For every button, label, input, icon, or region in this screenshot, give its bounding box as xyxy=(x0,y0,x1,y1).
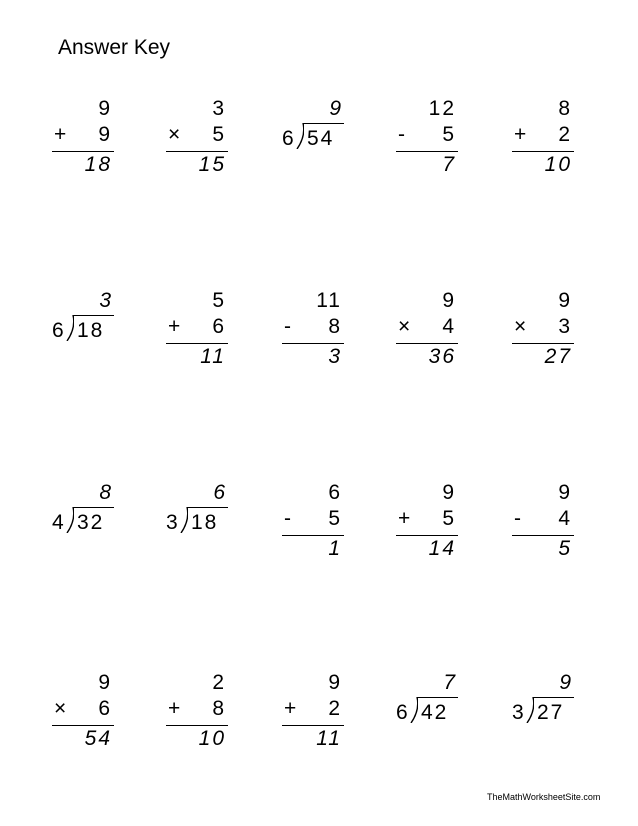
answer: 36 xyxy=(428,345,456,368)
division-bracket xyxy=(526,697,534,723)
operator-sign: + xyxy=(168,697,181,720)
vertical-problem xyxy=(282,670,362,760)
page-title: Answer Key xyxy=(58,36,171,59)
division-bracket xyxy=(66,315,74,341)
bottom-operand: 6 xyxy=(212,315,226,338)
dividend: 18 xyxy=(77,319,105,342)
vertical-problem xyxy=(52,96,132,186)
top-operand: 9 xyxy=(328,671,342,694)
bottom-operand: 9 xyxy=(98,123,112,146)
bottom-operand: 5 xyxy=(212,123,226,146)
operator-sign: + xyxy=(54,123,67,146)
divisor: 3 xyxy=(512,701,524,724)
answer: 1 xyxy=(328,537,342,560)
operator-sign: + xyxy=(284,697,297,720)
operator-sign: - xyxy=(398,123,405,146)
top-operand: 5 xyxy=(212,289,226,312)
top-operand: 9 xyxy=(558,289,572,312)
division-bar xyxy=(417,697,458,698)
dividend: 54 xyxy=(307,127,335,150)
division-bracket xyxy=(66,507,74,533)
division-bar xyxy=(187,507,228,508)
vertical-problem xyxy=(52,670,132,760)
vertical-problem xyxy=(396,96,476,186)
division-problem xyxy=(282,96,362,186)
answer: 14 xyxy=(428,537,456,560)
division-bracket xyxy=(180,507,188,533)
quotient-answer: 8 xyxy=(99,481,112,504)
bottom-operand: 4 xyxy=(442,315,456,338)
vertical-problem xyxy=(512,96,592,186)
operator-sign: + xyxy=(168,315,181,338)
top-operand: 11 xyxy=(316,289,342,312)
top-operand: 3 xyxy=(212,97,226,120)
operator-sign: × xyxy=(398,315,411,338)
divisor: 4 xyxy=(52,511,64,534)
dividend: 18 xyxy=(191,511,219,534)
site-footer: TheMathWorksheetSite.com xyxy=(487,792,601,802)
division-bar xyxy=(73,507,114,508)
division-problem xyxy=(52,480,132,570)
division-problem xyxy=(512,670,592,760)
bottom-operand: 8 xyxy=(212,697,226,720)
top-operand: 6 xyxy=(328,481,342,504)
operator-sign: + xyxy=(514,123,527,146)
bottom-operand: 2 xyxy=(328,697,342,720)
vertical-problem xyxy=(512,480,592,570)
answer: 7 xyxy=(442,153,456,176)
bottom-operand: 2 xyxy=(558,123,572,146)
top-operand: 9 xyxy=(558,481,572,504)
division-problem xyxy=(166,480,246,570)
top-operand: 12 xyxy=(428,97,456,120)
top-operand: 2 xyxy=(212,671,226,694)
top-operand: 9 xyxy=(98,671,112,694)
division-problem xyxy=(396,670,476,760)
answer: 27 xyxy=(544,345,572,368)
quotient-answer: 6 xyxy=(213,481,226,504)
division-bracket xyxy=(296,123,304,149)
quotient-answer: 3 xyxy=(99,289,112,312)
vertical-problem xyxy=(282,288,362,378)
operator-sign: - xyxy=(284,315,291,338)
operator-sign: - xyxy=(514,507,521,530)
operator-sign: - xyxy=(284,507,291,530)
quotient-answer: 9 xyxy=(329,97,342,120)
bottom-operand: 5 xyxy=(442,123,456,146)
division-problem xyxy=(52,288,132,378)
quotient-answer: 9 xyxy=(559,671,572,694)
operator-sign: × xyxy=(168,123,181,146)
vertical-problem xyxy=(166,288,246,378)
answer: 18 xyxy=(84,153,112,176)
answer: 15 xyxy=(198,153,226,176)
divisor: 3 xyxy=(166,511,178,534)
dividend: 42 xyxy=(421,701,449,724)
bottom-operand: 4 xyxy=(558,507,572,530)
bottom-operand: 6 xyxy=(98,697,112,720)
bottom-operand: 3 xyxy=(558,315,572,338)
vertical-problem xyxy=(396,288,476,378)
vertical-problem xyxy=(512,288,592,378)
vertical-problem xyxy=(166,96,246,186)
vertical-problem xyxy=(282,480,362,570)
dividend: 32 xyxy=(77,511,105,534)
division-bracket xyxy=(410,697,418,723)
vertical-problem xyxy=(166,670,246,760)
answer: 10 xyxy=(544,153,572,176)
operator-sign: × xyxy=(54,697,67,720)
operator-sign: + xyxy=(398,507,411,530)
divisor: 6 xyxy=(282,127,294,150)
answer: 5 xyxy=(558,537,572,560)
top-operand: 9 xyxy=(98,97,112,120)
top-operand: 9 xyxy=(442,481,456,504)
bottom-operand: 5 xyxy=(442,507,456,530)
top-operand: 9 xyxy=(442,289,456,312)
answer: 11 xyxy=(200,345,226,368)
dividend: 27 xyxy=(537,701,565,724)
top-operand: 8 xyxy=(558,97,572,120)
bottom-operand: 8 xyxy=(328,315,342,338)
divisor: 6 xyxy=(396,701,408,724)
divisor: 6 xyxy=(52,319,64,342)
operator-sign: × xyxy=(514,315,527,338)
answer: 54 xyxy=(84,727,112,750)
division-bar xyxy=(73,315,114,316)
answer: 3 xyxy=(328,345,342,368)
division-bar xyxy=(533,697,574,698)
bottom-operand: 5 xyxy=(328,507,342,530)
division-bar xyxy=(303,123,344,124)
answer: 10 xyxy=(198,727,226,750)
quotient-answer: 7 xyxy=(443,671,456,694)
answer: 11 xyxy=(316,727,342,750)
vertical-problem xyxy=(396,480,476,570)
